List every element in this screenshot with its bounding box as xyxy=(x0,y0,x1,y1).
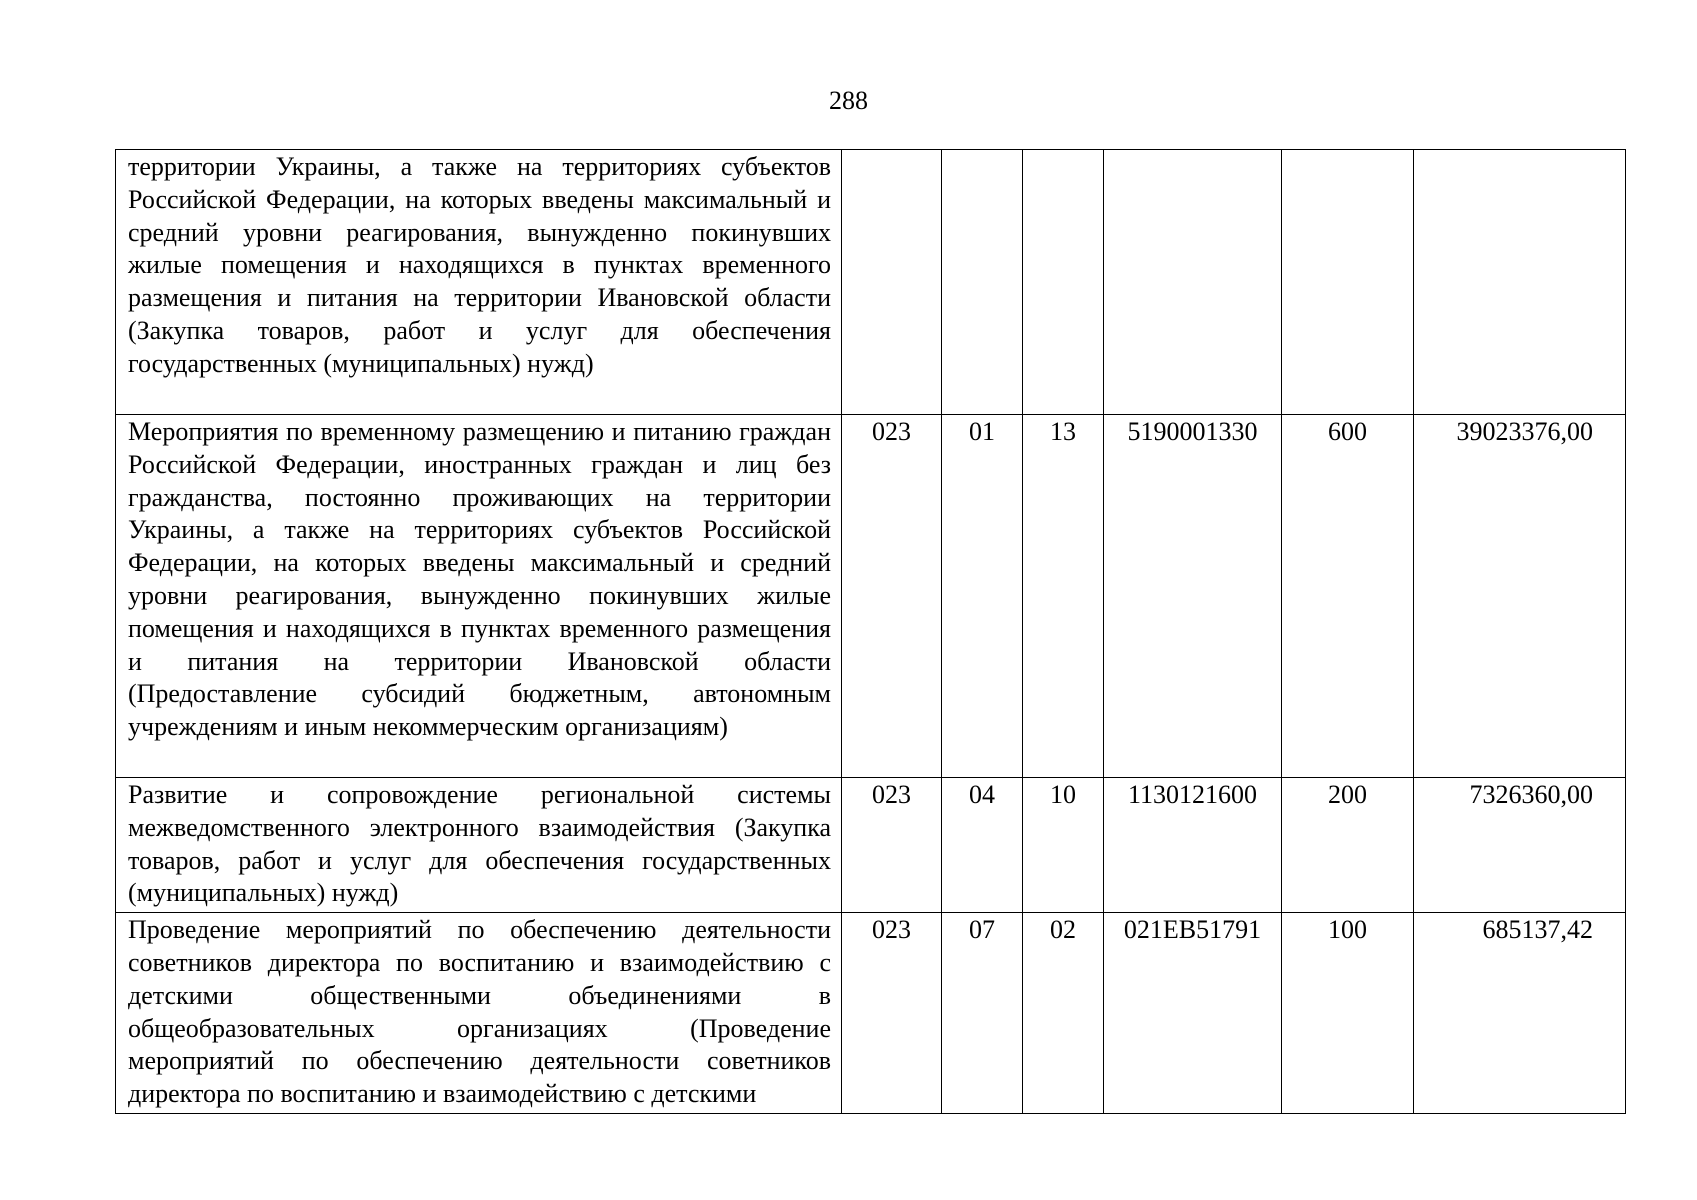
table-row xyxy=(116,150,1626,415)
row-description: территории Украины, а также на территориях субъектов Российской Федерации, на которых введены максимальный и средний уровни реагирования, вынужденно покинувших жилые помещения и находящихся в пунктах временного размещения и питания на территории Ивановской области (Закупка товаров, работ и услуг для обеспечения государственных (муниципальных) нужд) xyxy=(116,150,842,415)
subsection-code: 02 xyxy=(1023,913,1104,1114)
subsection-code: 13 xyxy=(1023,415,1104,778)
section-code: 04 xyxy=(942,778,1023,913)
ministry-code: 023 xyxy=(842,415,942,778)
ministry-code xyxy=(842,150,942,415)
expense-type-code xyxy=(1282,150,1414,415)
target-article-code xyxy=(1104,150,1282,415)
section-code xyxy=(942,150,1023,415)
target-article-code: 1130121600 xyxy=(1104,778,1282,913)
section-code: 07 xyxy=(942,913,1023,1114)
target-article-code: 021EB51791 xyxy=(1104,913,1282,1114)
amount-value xyxy=(1414,150,1626,415)
ministry-code: 023 xyxy=(842,913,942,1114)
amount-value: 39023376,00 xyxy=(1414,415,1626,778)
expense-type-code: 100 xyxy=(1282,913,1414,1114)
row-description: Развитие и сопровождение региональной системы межведомственного электронного взаимодействия (Закупка товаров, работ и услуг для обеспечения государственных (муниципальных) нужд) xyxy=(116,778,842,913)
ministry-code: 023 xyxy=(842,778,942,913)
subsection-code: 10 xyxy=(1023,778,1104,913)
subsection-code xyxy=(1023,150,1104,415)
expense-type-code: 600 xyxy=(1282,415,1414,778)
section-code: 01 xyxy=(942,415,1023,778)
amount-value: 7326360,00 xyxy=(1414,778,1626,913)
amount-value: 685137,42 xyxy=(1414,913,1626,1114)
row-description: Мероприятия по временному размещению и питанию граждан Российской Федерации, иностранных граждан и лиц без гражданства, постоянно проживающих на территории Украины, а также на территориях субъектов Российской Федерации, на которых введены максимальный и средний уровни реагирования, вынужденно покинувших жилые помещения и находящихся в пунктах временного размещения и питания на территории Ивановской области (Предоставление субсидий бюджетным, автономным учреждениям и иным некоммерческим организациям) xyxy=(116,415,842,778)
expense-type-code: 200 xyxy=(1282,778,1414,913)
page-number: 288 xyxy=(829,86,868,115)
table-row xyxy=(116,415,1626,778)
budget-table xyxy=(115,149,1626,1114)
target-article-code: 5190001330 xyxy=(1104,415,1282,778)
table-row xyxy=(116,913,1626,1114)
row-description: Проведение мероприятий по обеспечению деятельности советников директора по воспитанию и взаимодействию с детскими общественными объединениями в общеобразовательных организациях (Проведение мероприятий по обеспечению деятельности советников директора по воспитанию и взаимодействию с детскими xyxy=(116,913,842,1114)
table-row xyxy=(116,778,1626,913)
